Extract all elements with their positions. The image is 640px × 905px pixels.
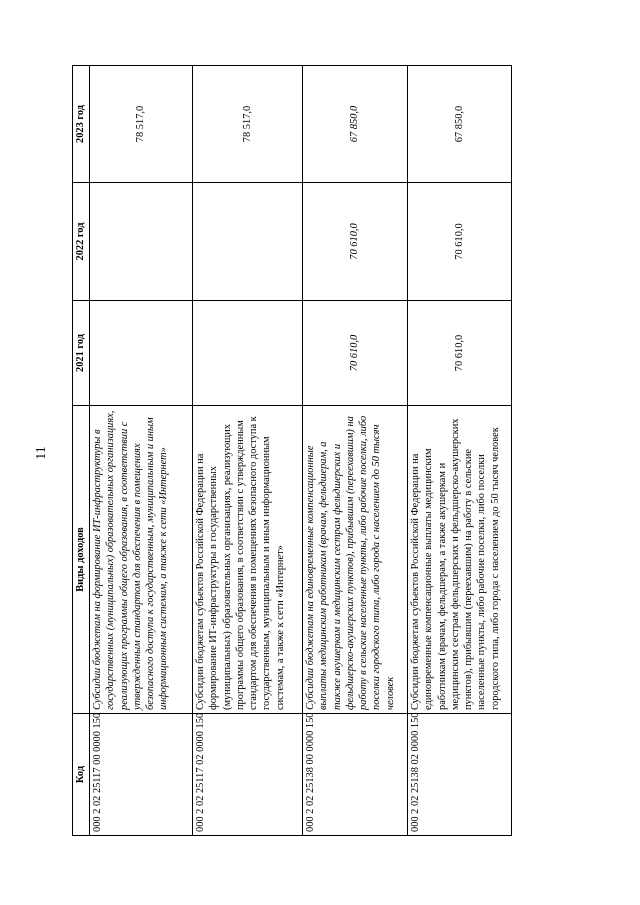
header-2023: 2023 год xyxy=(73,66,90,183)
table-row xyxy=(303,66,408,836)
table-header-row xyxy=(73,66,90,836)
row-code: 000 2 02 25138 00 0000 150 xyxy=(303,714,408,836)
row-code: 000 2 02 25138 02 0000 150 xyxy=(408,714,512,836)
row-value-2021 xyxy=(90,301,193,406)
row-value-2021 xyxy=(193,301,303,406)
row-value-2021: 70 610,0 xyxy=(303,301,408,406)
table-row xyxy=(90,66,193,836)
row-value-2021: 70 610,0 xyxy=(408,301,512,406)
header-income-type: Виды доходов xyxy=(73,406,90,714)
row-value-2023: 67 850,0 xyxy=(303,66,408,183)
row-income-type: Субсидии бюджетам на единовременные компенсационные выплаты медицинским работникам (врачам, фельдшерам, а также акушеркам и медицинским сестрам фельдшерских и фельдшерско-акушерских пунктов), прибывшим (переехавшим) на работу в сельские населенные пункты, либо рабочие поселки, либо поселки городского типа, либо города с населением до 50 тысяч человек xyxy=(303,406,408,714)
header-2022: 2022 год xyxy=(73,183,90,301)
page-number: 11 xyxy=(34,446,49,460)
row-value-2023: 78 517,0 xyxy=(193,66,303,183)
header-2021: 2021 год xyxy=(73,301,90,406)
row-income-type: Субсидии бюджетам на формирование ИТ-инфраструктуры в государственных (муниципальных) образовательных организациях, реализующих программы общего образования, в соответствии с утвержденным стандартом для обеспечения в помещениях безопасного доступа к государственным, муниципальным и иным информационным системам, а также к сети «Интернет» xyxy=(90,406,193,714)
income-table xyxy=(72,65,512,836)
table-row xyxy=(193,66,303,836)
row-value-2022 xyxy=(90,183,193,301)
row-code: 000 2 02 25117 00 0000 150 xyxy=(90,714,193,836)
header-code: Код xyxy=(73,714,90,836)
row-value-2023: 78 517,0 xyxy=(90,66,193,183)
table-row xyxy=(408,66,512,836)
row-income-type: Субсидии бюджетам субъектов Российской Федерации на единовременные компенсационные выплаты медицинским работникам (врачам, фельдшерам, а также акушеркам и медицинским сестрам фельдшерских и фельдшерско-акушерских пунктов), прибывшим (переехавшим) на работу в сельские населенные пункты, либо рабочие поселки, либо поселки городского типа, либо города с населением до 50 тысяч человек xyxy=(408,406,512,714)
row-value-2022: 70 610,0 xyxy=(303,183,408,301)
row-value-2022: 70 610,0 xyxy=(408,183,512,301)
row-value-2023: 67 850,0 xyxy=(408,66,512,183)
income-table-container xyxy=(72,66,512,836)
row-code: 000 2 02 25117 02 0000 150 xyxy=(193,714,303,836)
row-income-type: Субсидии бюджетам субъектов Российской Федерации на формирование ИТ-инфраструктуры в государственных (муниципальных) образовательных организациях, реализующих программы общего образования, в соответствии с утвержденным стандартом для обеспечения в помещениях безопасного доступа к государственным, муниципальным и иным информационным системам, а также к сети «Интернет» xyxy=(193,406,303,714)
row-value-2022 xyxy=(193,183,303,301)
